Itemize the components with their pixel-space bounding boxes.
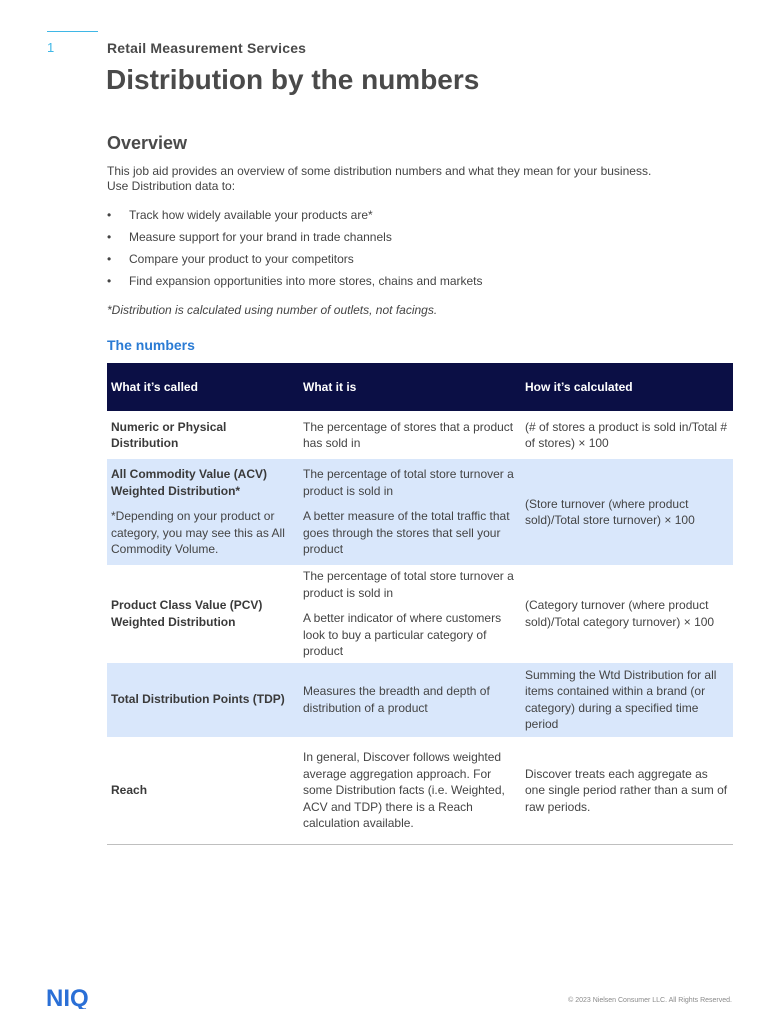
svg-text:NIQ: NIQ (46, 985, 89, 1009)
metric-description: The percentage of total store turnover a product is sold in (303, 569, 514, 600)
column-header-what: What it is (299, 363, 521, 411)
metric-name: Product Class Value (PCV) Weighted Distribution (111, 598, 263, 629)
metric-name: Total Distribution Points (TDP) (107, 663, 299, 737)
metric-description-extra: A better measure of the total traffic that goes through the stores that sell your product (303, 509, 510, 557)
top-accent-rule (47, 31, 98, 32)
table-row (107, 411, 733, 459)
list-item-text: Track how widely available your products are* (129, 208, 373, 222)
metric-calculation: (Store turnover (where product sold)/Total store turnover) × 100 (521, 459, 733, 565)
metric-calculation: (Category turnover (where product sold)/Total category turnover) × 100 (525, 598, 715, 629)
niq-logo-mark (46, 985, 102, 1009)
bullet-icon: • (107, 230, 112, 244)
list-item-text: Find expansion opportunities into more stores, chains and markets (129, 274, 483, 288)
metric-name-cell (107, 459, 299, 565)
metric-description: Measures the breadth and depth of distribution of a product (299, 663, 521, 737)
metric-description-cell (299, 459, 521, 565)
overview-intro (107, 164, 727, 194)
metric-description: In general, Discover follows weighted average aggregation approach. For some Distribution facts (i.e. Weighted, ACV and TDP) there is a Reach calculation available. (299, 737, 521, 845)
use-cases-list (107, 207, 483, 295)
table-row (107, 737, 733, 845)
distribution-table (107, 363, 733, 845)
bullet-icon: • (107, 274, 112, 288)
bullet-icon: • (107, 252, 112, 266)
list-item (107, 229, 483, 251)
metric-name: Numeric or Physical Distribution (111, 419, 227, 450)
metric-calculation: Summing the Wtd Distribution for all items contained within a brand (or category) during a specified time period (521, 663, 733, 737)
list-item-text: Measure support for your brand in trade channels (129, 230, 392, 244)
list-item (107, 273, 483, 295)
niq-logo (46, 985, 102, 1014)
page-title: Distribution by the numbers (106, 64, 480, 95)
intro-line-1: This job aid provides an overview of some distribution numbers and what they mean for your business. (107, 164, 652, 178)
table-header-row (107, 363, 733, 411)
overview-heading: Overview (107, 133, 188, 153)
section-eyebrow: Retail Measurement Services (107, 40, 307, 56)
column-header-name: What it’s called (107, 363, 299, 411)
metric-name-note: *Depending on your product or category, you may see this as All Commodity Volume. (111, 509, 285, 557)
metric-description-cell (299, 565, 521, 663)
list-item-text: Compare your product to your competitors (129, 252, 354, 266)
metric-name: Reach (107, 737, 299, 845)
metric-name: All Commodity Value (ACV) Weighted Distribution* (111, 467, 268, 498)
page-number: 1 (47, 40, 55, 55)
table-row (107, 565, 733, 663)
metric-description: The percentage of total store turnover a product is sold in (303, 467, 514, 498)
table-row (107, 663, 733, 737)
intro-line-2: Use Distribution data to: (107, 179, 236, 193)
list-item (107, 251, 483, 273)
numbers-heading: The numbers (107, 337, 195, 353)
table-row (107, 459, 733, 565)
bullet-icon: • (107, 208, 112, 222)
copyright-notice: © 2023 Nielsen Consumer LLC. All Rights Reserved. (568, 997, 732, 1004)
distribution-footnote: *Distribution is calculated using number of outlets, not facings. (107, 303, 438, 317)
column-header-how: How it’s calculated (521, 363, 733, 411)
metric-calculation: (# of stores a product is sold in/Total # of stores) × 100 (525, 419, 728, 450)
metric-description-extra: A better indicator of where customers look to buy a particular category of product (303, 611, 502, 658)
metric-description: The percentage of stores that a product has sold in (303, 419, 514, 450)
list-item (107, 207, 483, 229)
metric-calculation: Discover treats each aggregate as one single period rather than a sum of raw periods. (521, 737, 733, 845)
